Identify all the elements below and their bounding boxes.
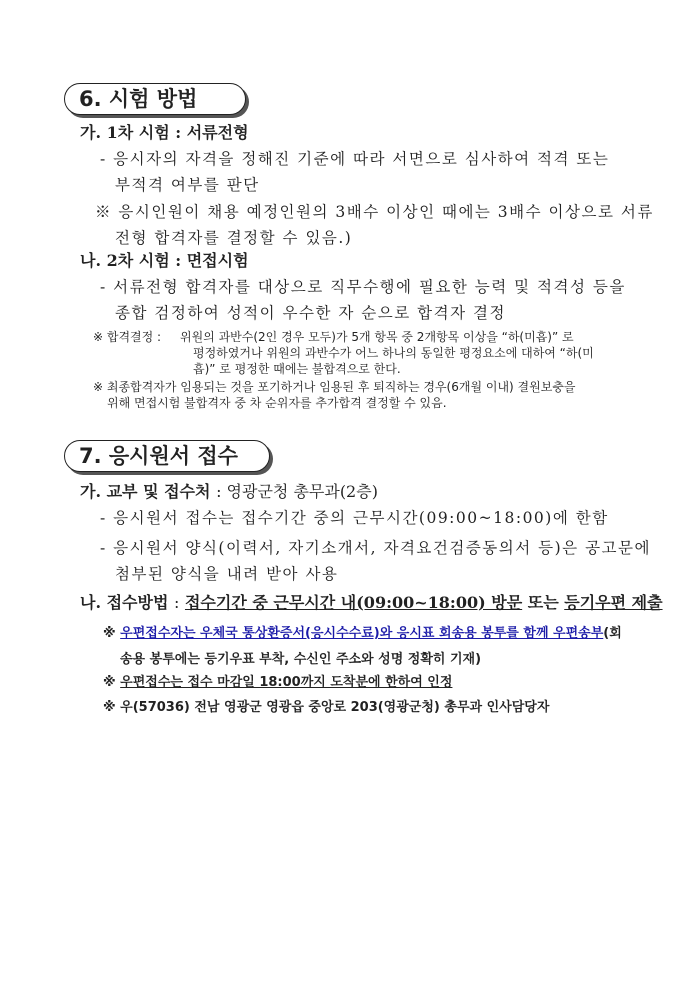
note-mark: ※ <box>103 675 116 690</box>
section-6-b-note1-l3: 흡)” 로 평정한 때에는 불합격으로 한다. <box>193 362 401 376</box>
section-7-note1-highlight: 우편접수자는 우체국 통상환증서(응시수수료)와 응시표 회송용 봉투를 함께 우편송부 <box>120 626 604 641</box>
note-mark: ※ <box>103 626 116 641</box>
section-6-b-line2: 종합 검정하여 성적이 우수한 자 순으로 합격자 결정 <box>115 304 506 322</box>
section-7-note2-text: 우편접수는 접수 마감일 18:00까지 도착분에 한하여 인정 <box>120 675 453 690</box>
note-mark: ※ <box>103 700 116 715</box>
section-7-a-title-row <box>80 479 378 502</box>
section-6-heading: 6. 시험 방법 <box>64 83 246 115</box>
section-7-note1 <box>103 622 622 641</box>
section-6-a-line2: 부적격 여부를 판단 <box>115 176 260 194</box>
section-6-a-line1: - 응시자의 자격을 정해진 기준에 따라 서면으로 심사하여 적격 또는 <box>100 150 610 168</box>
section-7-note2 <box>103 671 452 690</box>
section-6-b-note1-label: ※ 합격결정 : <box>93 330 162 344</box>
section-6-b-line1: - 서류전형 합격자를 대상으로 직무수행에 필요한 능력 및 적격성 등을 <box>100 278 626 296</box>
section-6-b-note1-l1: 위원의 과반수(2인 경우 모두)가 5개 항목 중 2개항목 이상을 “하(미흡)” 로 <box>180 330 574 344</box>
section-7-a-value: : 영광군청 총무과(2층) <box>216 482 378 501</box>
section-7-note1-rest: (회 <box>603 626 622 641</box>
section-7-b-row <box>80 590 663 613</box>
section-7-note1-l2: 송용 봉투에는 등기우표 부착, 수신인 주소와 성명 정확히 기재) <box>120 652 482 667</box>
section-7-a-title: 가. 교부 및 접수처 <box>80 482 211 501</box>
section-7-a-line1: - 응시원서 접수는 접수기간 중의 근무시간(09:00~18:00)에 한함 <box>100 509 609 527</box>
section-7-a-line2: - 응시원서 양식(이력서, 자기소개서, 자격요건검증동의서 등)은 공고문에 <box>100 539 651 557</box>
section-6-a-note1: ※ 응시인원이 채용 예정인원의 3배수 이상인 때에는 3배수 이상으로 서류 <box>95 203 654 221</box>
section-6-b-note2-l1: ※ 최종합격자가 임용되는 것을 포기하거나 임용된 후 퇴직하는 경우(6개월 이내) 결원보충을 <box>93 380 576 394</box>
section-6-a-note2: 전형 합격자를 결정할 수 있음.) <box>115 229 353 247</box>
section-6-a-title: 가. 1차 시험 : 서류전형 <box>80 123 249 142</box>
section-7-b-value2: 등기우편 제출 <box>564 593 663 612</box>
section-6-b-note1-l2: 평정하였거나 위원의 과반수가 어느 하나의 동일한 평정요소에 대하여 “하(미 <box>193 346 594 360</box>
section-6-b-note2-l2: 위해 면접시험 불합격자 중 차 순위자를 추가합격 결정할 수 있음. <box>107 396 447 410</box>
section-7-b-value1: 접수기간 중 근무시간 내(09:00~18:00) 방문 <box>184 593 523 612</box>
section-7-b-sep: : <box>174 593 180 612</box>
section-7-heading: 7. 응시원서 접수 <box>64 440 270 472</box>
section-7-b-value-mid: 또는 <box>527 593 559 612</box>
section-6-b-title: 나. 2차 시험 : 면접시험 <box>80 251 249 270</box>
section-7-b-title: 나. 접수방법 <box>80 593 169 612</box>
section-7-a-line3: 첨부된 양식을 내려 받아 사용 <box>115 565 339 583</box>
section-7-note3-text: 우(57036) 전남 영광군 영광읍 중앙로 203(영광군청) 총무과 인사담당자 <box>120 700 550 715</box>
section-7-note3 <box>103 696 549 715</box>
